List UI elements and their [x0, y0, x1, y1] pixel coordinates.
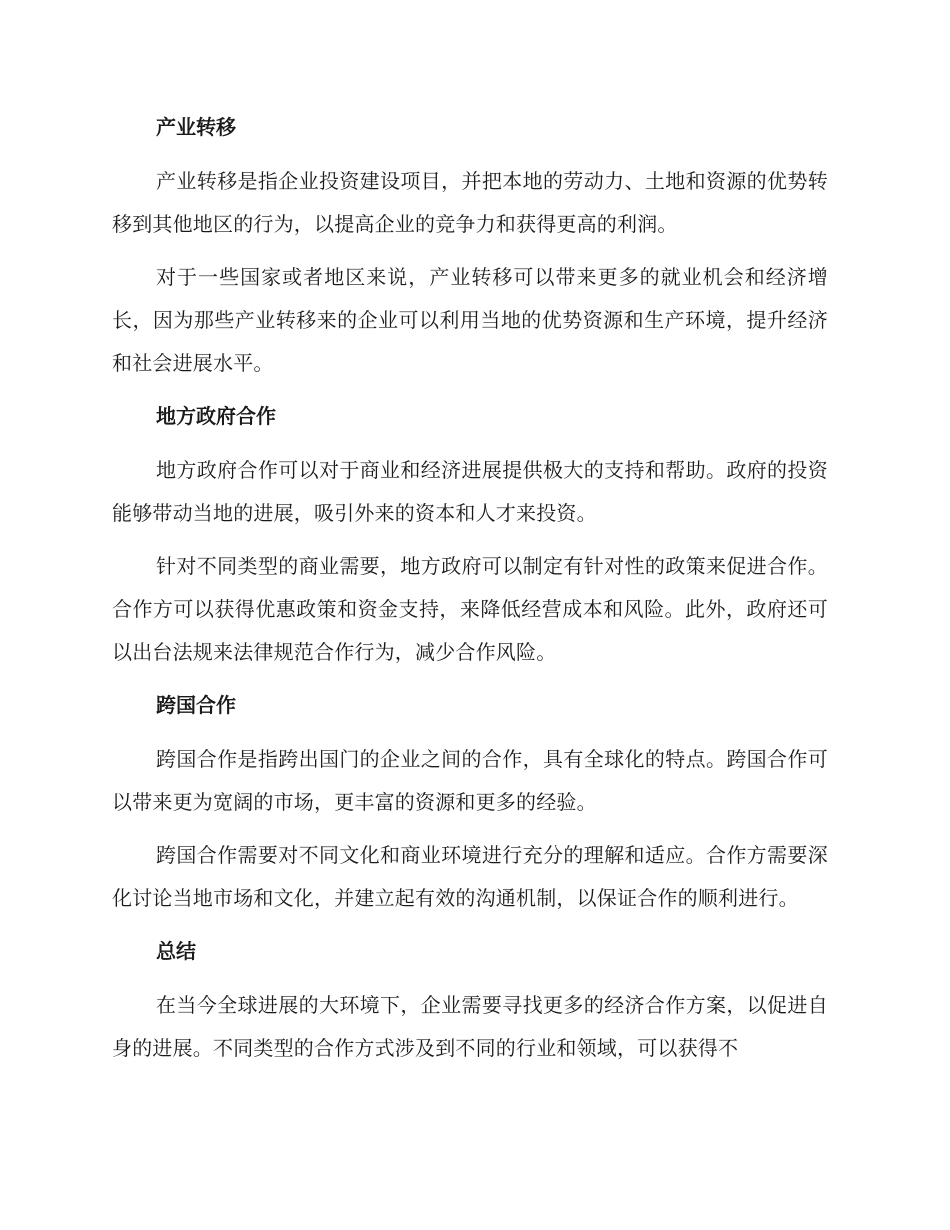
paragraph: 在当今全球进展的大环境下，企业需要寻找更多的经济合作方案，以促进自身的进展。不同类型的合作方式涉及到不同的行业和领域，可以获得不: [112, 993, 828, 1060]
paragraph: 地方政府合作可以对于商业和经济进展提供极大的支持和帮助。政府的投资能够带动当地的进展，吸引外来的资本和人才来投资。: [112, 458, 828, 525]
section-heading-industry-transfer: 产业转移: [156, 115, 236, 139]
section-heading-cross-border: 跨国合作: [156, 693, 236, 717]
paragraph: 跨国合作是指跨出国门的企业之间的合作，具有全球化的特点。跨国合作可以带来更为宽阔的市场，更丰富的资源和更多的经验。: [112, 747, 828, 814]
paragraph: 产业转移是指企业投资建设项目，并把本地的劳动力、土地和资源的优势转移到其他地区的行为，以提高企业的竞争力和获得更高的利润。: [112, 169, 828, 236]
section-heading-summary: 总结: [156, 939, 196, 963]
paragraph: 对于一些国家或者地区来说，产业转移可以带来更多的就业机会和经济增长，因为那些产业转移来的企业可以利用当地的优势资源和生产环境，提升经济和社会进展水平。: [112, 265, 828, 375]
section-heading-local-government: 地方政府合作: [156, 404, 276, 428]
paragraph: 针对不同类型的商业需要，地方政府可以制定有针对性的政策来促进合作。合作方可以获得优惠政策和资金支持，来降低经营成本和风险。此外，政府还可以出台法规来法律规范合作行为，减少合作风险。: [112, 554, 828, 664]
paragraph: 跨国合作需要对不同文化和商业环境进行充分的理解和适应。合作方需要深化讨论当地市场和文化，并建立起有效的沟通机制，以保证合作的顺利进行。: [112, 843, 828, 910]
